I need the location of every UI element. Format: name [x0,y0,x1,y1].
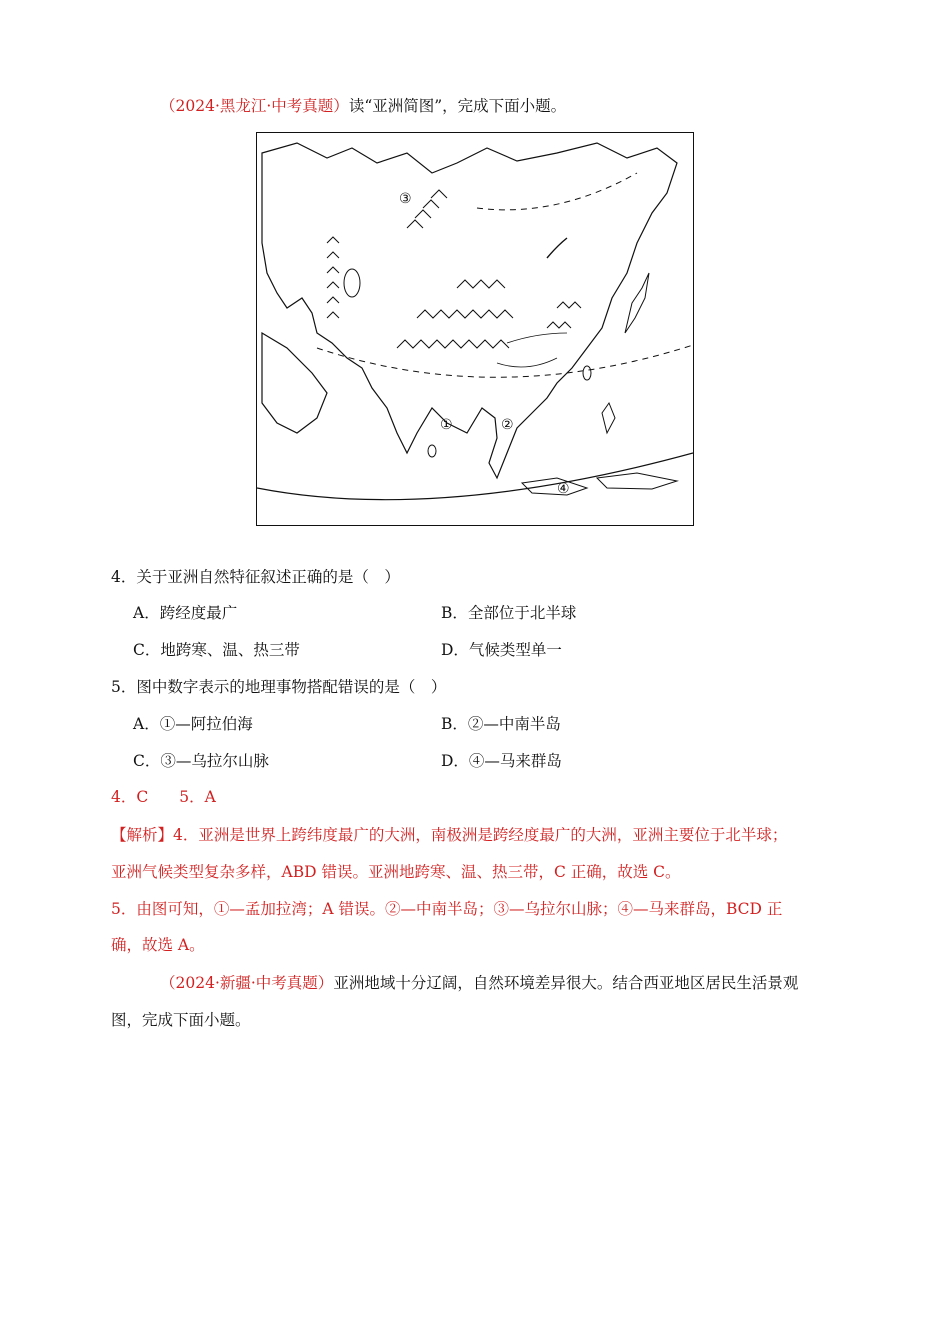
west-mountains [327,237,339,318]
analysis-line-1: 【解析】4．亚洲是世界上跨纬度最广的大洲，南极洲是跨经度最广的大洲，亚洲主要位于北半球； [111,826,788,844]
q5-option-b[interactable]: B．②—中南半岛 [441,715,561,733]
intro-text-1: 读“亚洲简图”，完成下面小题。 [348,97,567,115]
intro-text-2-cont: 图，完成下面小题。 [111,1011,251,1029]
source-tag-1: （2024·黑龙江·中考真题） [160,97,349,115]
ural-mountains [407,190,447,228]
q4-option-a[interactable]: A．跨经度最广 [133,604,238,622]
tianshan-mountains [457,280,505,288]
equator-arc [257,453,693,500]
arctic-line [477,173,637,210]
answer-line: 4．C 5．A [111,788,216,806]
map-label-4: ④ [557,481,570,497]
east-mountains [547,302,581,328]
question-intro-2 [160,972,798,994]
analysis-line-2: 亚洲气候类型复杂多样，ABD 错误。亚洲地跨寒、温、热三带，C 正确，故选 C。 [111,863,681,881]
caspian-sea [344,269,360,297]
philippines-islands [602,403,615,433]
himalaya-mountains [397,340,509,348]
q4-stem: 4．关于亚洲自然特征叙述正确的是（ ） [111,568,400,586]
yangtze-river [497,358,557,367]
q4-option-b[interactable]: B．全部位于北半球 [441,604,577,622]
q4-option-c[interactable]: C．地跨寒、温、热三带 [133,641,300,659]
analysis-line-3: 5．由图可知，①—孟加拉湾；A 错误。②—中南半岛；③—乌拉尔山脉；④—马来群岛，BCD 正 [111,900,783,918]
asia-map-svg [257,133,693,525]
analysis-line-4: 确，故选 A。 [111,936,205,954]
q4-option-d[interactable]: D．气候类型单一 [441,641,562,659]
source-tag-2: （2024·新疆·中考真题） [160,974,334,992]
sri-lanka [428,445,436,457]
japan-islands [625,273,649,333]
q5-option-d[interactable]: D．④—马来群岛 [441,752,562,770]
map-label-2: ② [501,417,514,433]
asia-map-figure [256,132,694,526]
lake-baikal [547,238,567,258]
map-label-3: ③ [399,191,412,207]
tibet-mountains-north [417,310,513,318]
q5-stem: 5．图中数字表示的地理事物搭配错误的是（ ） [111,678,447,696]
yellow-river [507,333,567,343]
map-label-1: ① [440,417,453,433]
new-guinea-island [597,473,677,489]
tropic-line [317,345,693,377]
intro-text-2: 亚洲地域十分辽阔，自然环境差异很大。结合西亚地区居民生活景观 [333,974,799,992]
q5-option-a[interactable]: A．①—阿拉伯海 [133,715,253,733]
asia-coastline [262,143,677,478]
taiwan-island [583,366,591,380]
q5-option-c[interactable]: C．③—乌拉尔山脉 [133,752,269,770]
question-intro-1 [160,95,566,117]
